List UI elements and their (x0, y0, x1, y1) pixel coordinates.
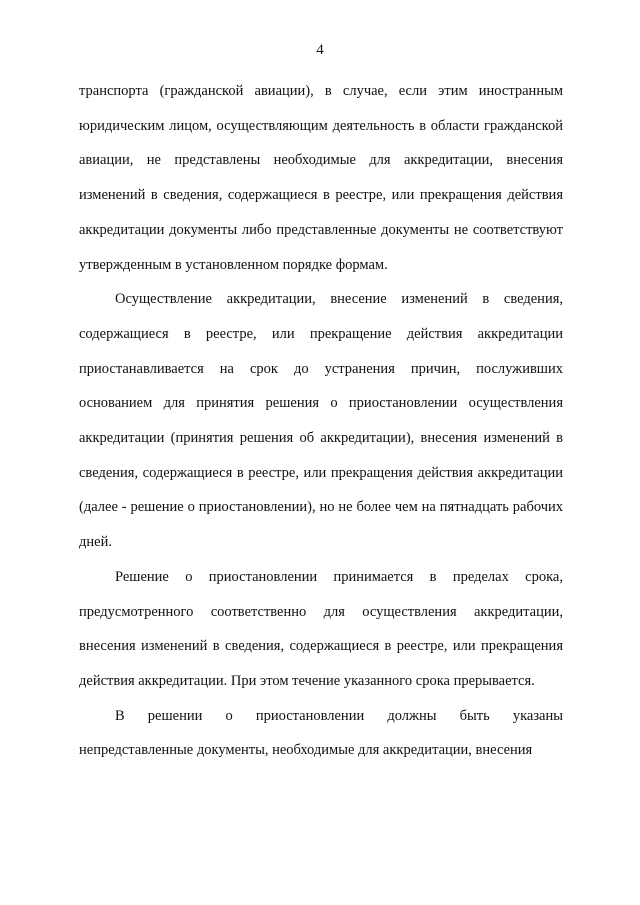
paragraph-accreditation-suspension: Осуществление аккредитации, внесение изменений в сведения, содержащиеся в реестре, или прекращение действия аккредитации приостанавливается на срок до устранения причин, послуживших основанием для принятия решения о приостановлении осуществления аккредитации (принятия решения об аккредитации), внесения изменений в сведения, содержащиеся в реестре, или прекращения действия аккредитации (далее - решение о приостановлении), но не более чем на пятнадцать рабочих дней. (79, 291, 563, 551)
page-number: 4 (316, 42, 324, 58)
paragraph-suspension-decision: Решение о приостановлении принимается в пределах срока, предусмотренного соответственно для осуществления аккредитации, внесения изменений в сведения, содержащиеся в реестре, или прекращения действия аккредитации. При этом течение указанного срока прерывается. (79, 568, 563, 689)
document-body (79, 74, 563, 768)
paragraph-continuation: транспорта (гражданской авиации), в случае, если этим иностранным юридическим лицом, осуществляющим деятельность в области гражданской авиации, не представлены необходимые для аккредитации, внесения изменений в сведения, содержащиеся в реестре, или прекращения действия аккредитации документы либо представленные документы не соответствуют утвержденным в установленном порядке формам. (79, 83, 563, 273)
paragraph-decision-contents: В решении о приостановлении должны быть указаны непредставленные документы, необходимые для аккредитации, внесения (79, 707, 563, 759)
